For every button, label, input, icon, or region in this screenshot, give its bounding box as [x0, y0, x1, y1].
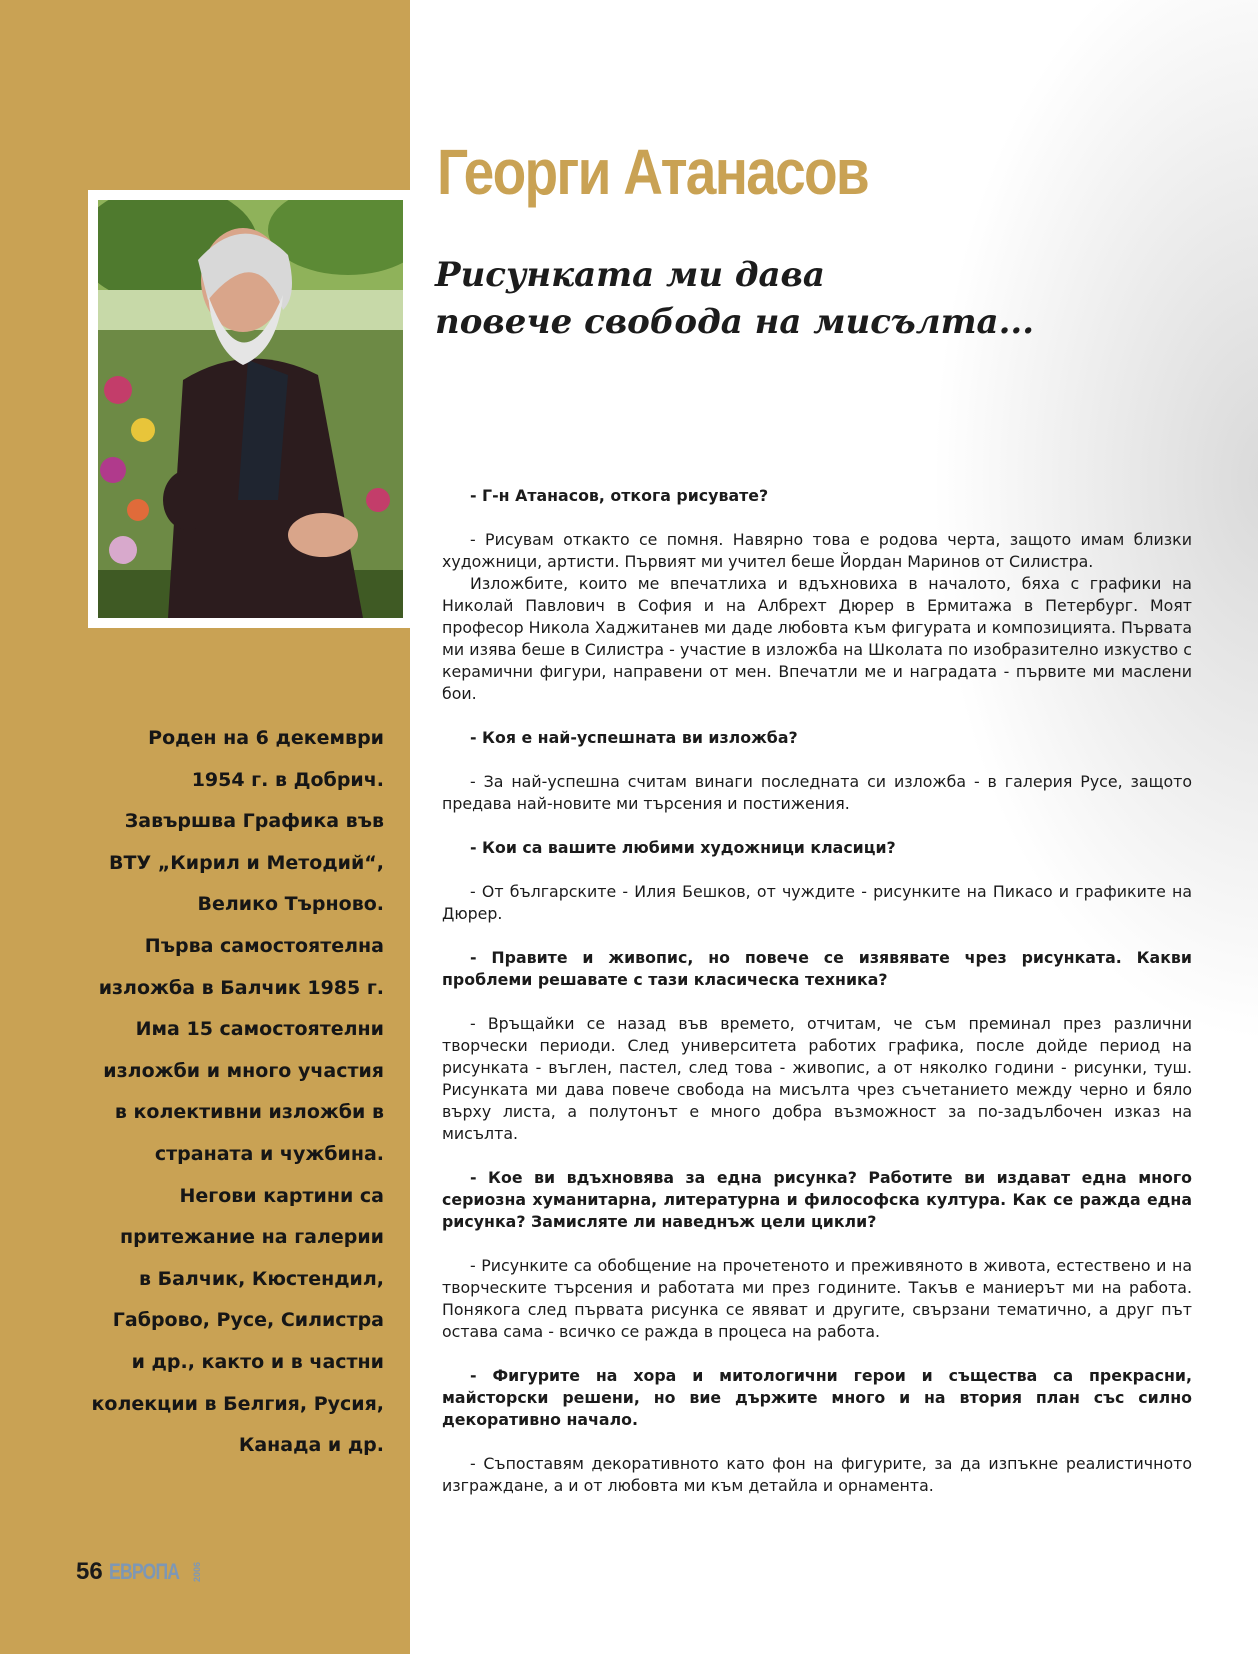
interview-question: - Фигурите на хора и митологични герои и същества са прекрасни, майсторски решени, но вие държите много и на втория план със силно декоративно начало. — [442, 1366, 1192, 1429]
magazine-logo: ЕВРОПА — [108, 1559, 179, 1584]
page-number: 56 — [76, 1558, 103, 1585]
bio-line: изложба в Балчик 1985 г. — [98, 976, 384, 999]
bio-line: ВТУ „Кирил и Методий“, — [109, 851, 384, 874]
page-title: Георги Атанасов — [437, 136, 869, 208]
interview-answer: Изложбите, които ме впечатлиха и вдъхновиха в началото, бяха с графики на Николай Павлович в София и на Албрехт Дюрер в Ермитажа в Петербург. Моят професор Никола Хаджитанев ми даде любовта към фигурата и композицията. Първата ми изява беше в Силистра - участие в изложба на Школата по изобразително изкуство с керамични фигури, направени от мен. Впечатли ме и наградата - първите ми маслени бои. — [442, 574, 1192, 703]
bio-line: притежание на галерии — [120, 1226, 384, 1249]
portrait-photo — [98, 200, 403, 618]
page-subtitle — [435, 252, 1215, 346]
interview-question: - Кое ви вдъхновява за една рисунка? Работите ви издават една много сериозна хуманитарна, литературна и философска култура. Как се ражда една рисунка? Замисляте ли наведнъж цели цикли? — [442, 1168, 1192, 1231]
bio-line: в Балчик, Кюстендил, — [138, 1267, 384, 1290]
interview-answer: - Рисувам откакто се помня. Навярно това е родова черта, защото имам близки художници, артисти. Първият ми учител беше Йордан Маринов от Силистра. — [442, 530, 1192, 571]
subtitle-line: повече свобода на мисълта... — [435, 302, 1035, 342]
interview-answer: - От българските - Илия Бешков, от чуждите - рисунките на Пикасо и графиките на Дюрер. — [442, 882, 1192, 923]
interview-answer: - Връщайки се назад във времето, отчитам, че съм преминал през различни творчески периоди. След университета работих графика, после дойде период на рисунката - въглен, пастел, след това - живопис, а от няколко години - рисунки, туш. Рисунката ми дава повече свобода на мисълта чрез съчетанието между черно и бяло върху листа, а полутонът е много добра възможност за по-задълбочен изказ на мисълта. — [442, 1014, 1192, 1143]
bio-line: Първа самостоятелна — [144, 934, 384, 957]
interview-question: - Кои са вашите любими художници класици? — [470, 838, 896, 857]
bio-line: 1954 г. в Добрич. — [191, 768, 384, 791]
bio-line: Има 15 самостоятелни — [135, 1018, 384, 1041]
portrait-frame — [88, 190, 411, 628]
bio-line: Габрово, Русе, Силистра — [112, 1309, 384, 1332]
bio-line: в колективни изложби в — [114, 1101, 384, 1124]
bio-line: Канада и др. — [238, 1434, 384, 1457]
bio-line: страната и чужбина. — [154, 1142, 384, 1165]
bio-line: колекции в Белгия, Русия, — [91, 1392, 384, 1415]
bio-line: Велико Търново. — [197, 893, 384, 916]
interview-answer: - Рисунките са обобщение на прочетеното и преживяното в живота, естествено и на творческите търсения и работата ми през годините. Такъв е маниерът ми на работа. Понякога след първата рисунка се явяват и другите, свързани тематично, а друг път остава сама - всичко се ражда в процеса на работа. — [442, 1256, 1192, 1341]
bio-line: Негови картини са — [179, 1184, 384, 1207]
interview-question: - Г-н Атанасов, откога рисувате? — [470, 486, 769, 505]
biography-sidebar — [70, 718, 384, 1467]
interview-question: - Правите и живопис, но повече се изявявате чрез рисунката. Какви проблеми решавате с тази класическа техника? — [442, 948, 1192, 989]
portrait-illustration — [98, 200, 403, 618]
interview-answer: - За най-успешна считам винаги последната си изложба - в галерия Русе, защото предава най-новите ми търсения и постижения. — [442, 772, 1192, 813]
interview-question: - Коя е най-успешната ви изложба? — [470, 728, 798, 747]
bio-line: Завършва Графика във — [124, 810, 384, 833]
page-footer — [76, 1558, 202, 1586]
bio-line: и др., както и в частни — [131, 1350, 384, 1373]
bio-line: Роден на 6 декември — [148, 727, 384, 749]
interview-body — [442, 485, 1192, 1497]
subtitle-line: Рисунката ми дава — [435, 255, 825, 295]
magazine-year: 2006 — [192, 1561, 203, 1583]
bio-line: изложби и много участия — [103, 1059, 384, 1082]
interview-answer: - Съпоставям декоративното като фон на фигурите, за да изпъкне реалистичното изграждане, а и от любовта ми към детайла и орнамента. — [442, 1454, 1192, 1495]
